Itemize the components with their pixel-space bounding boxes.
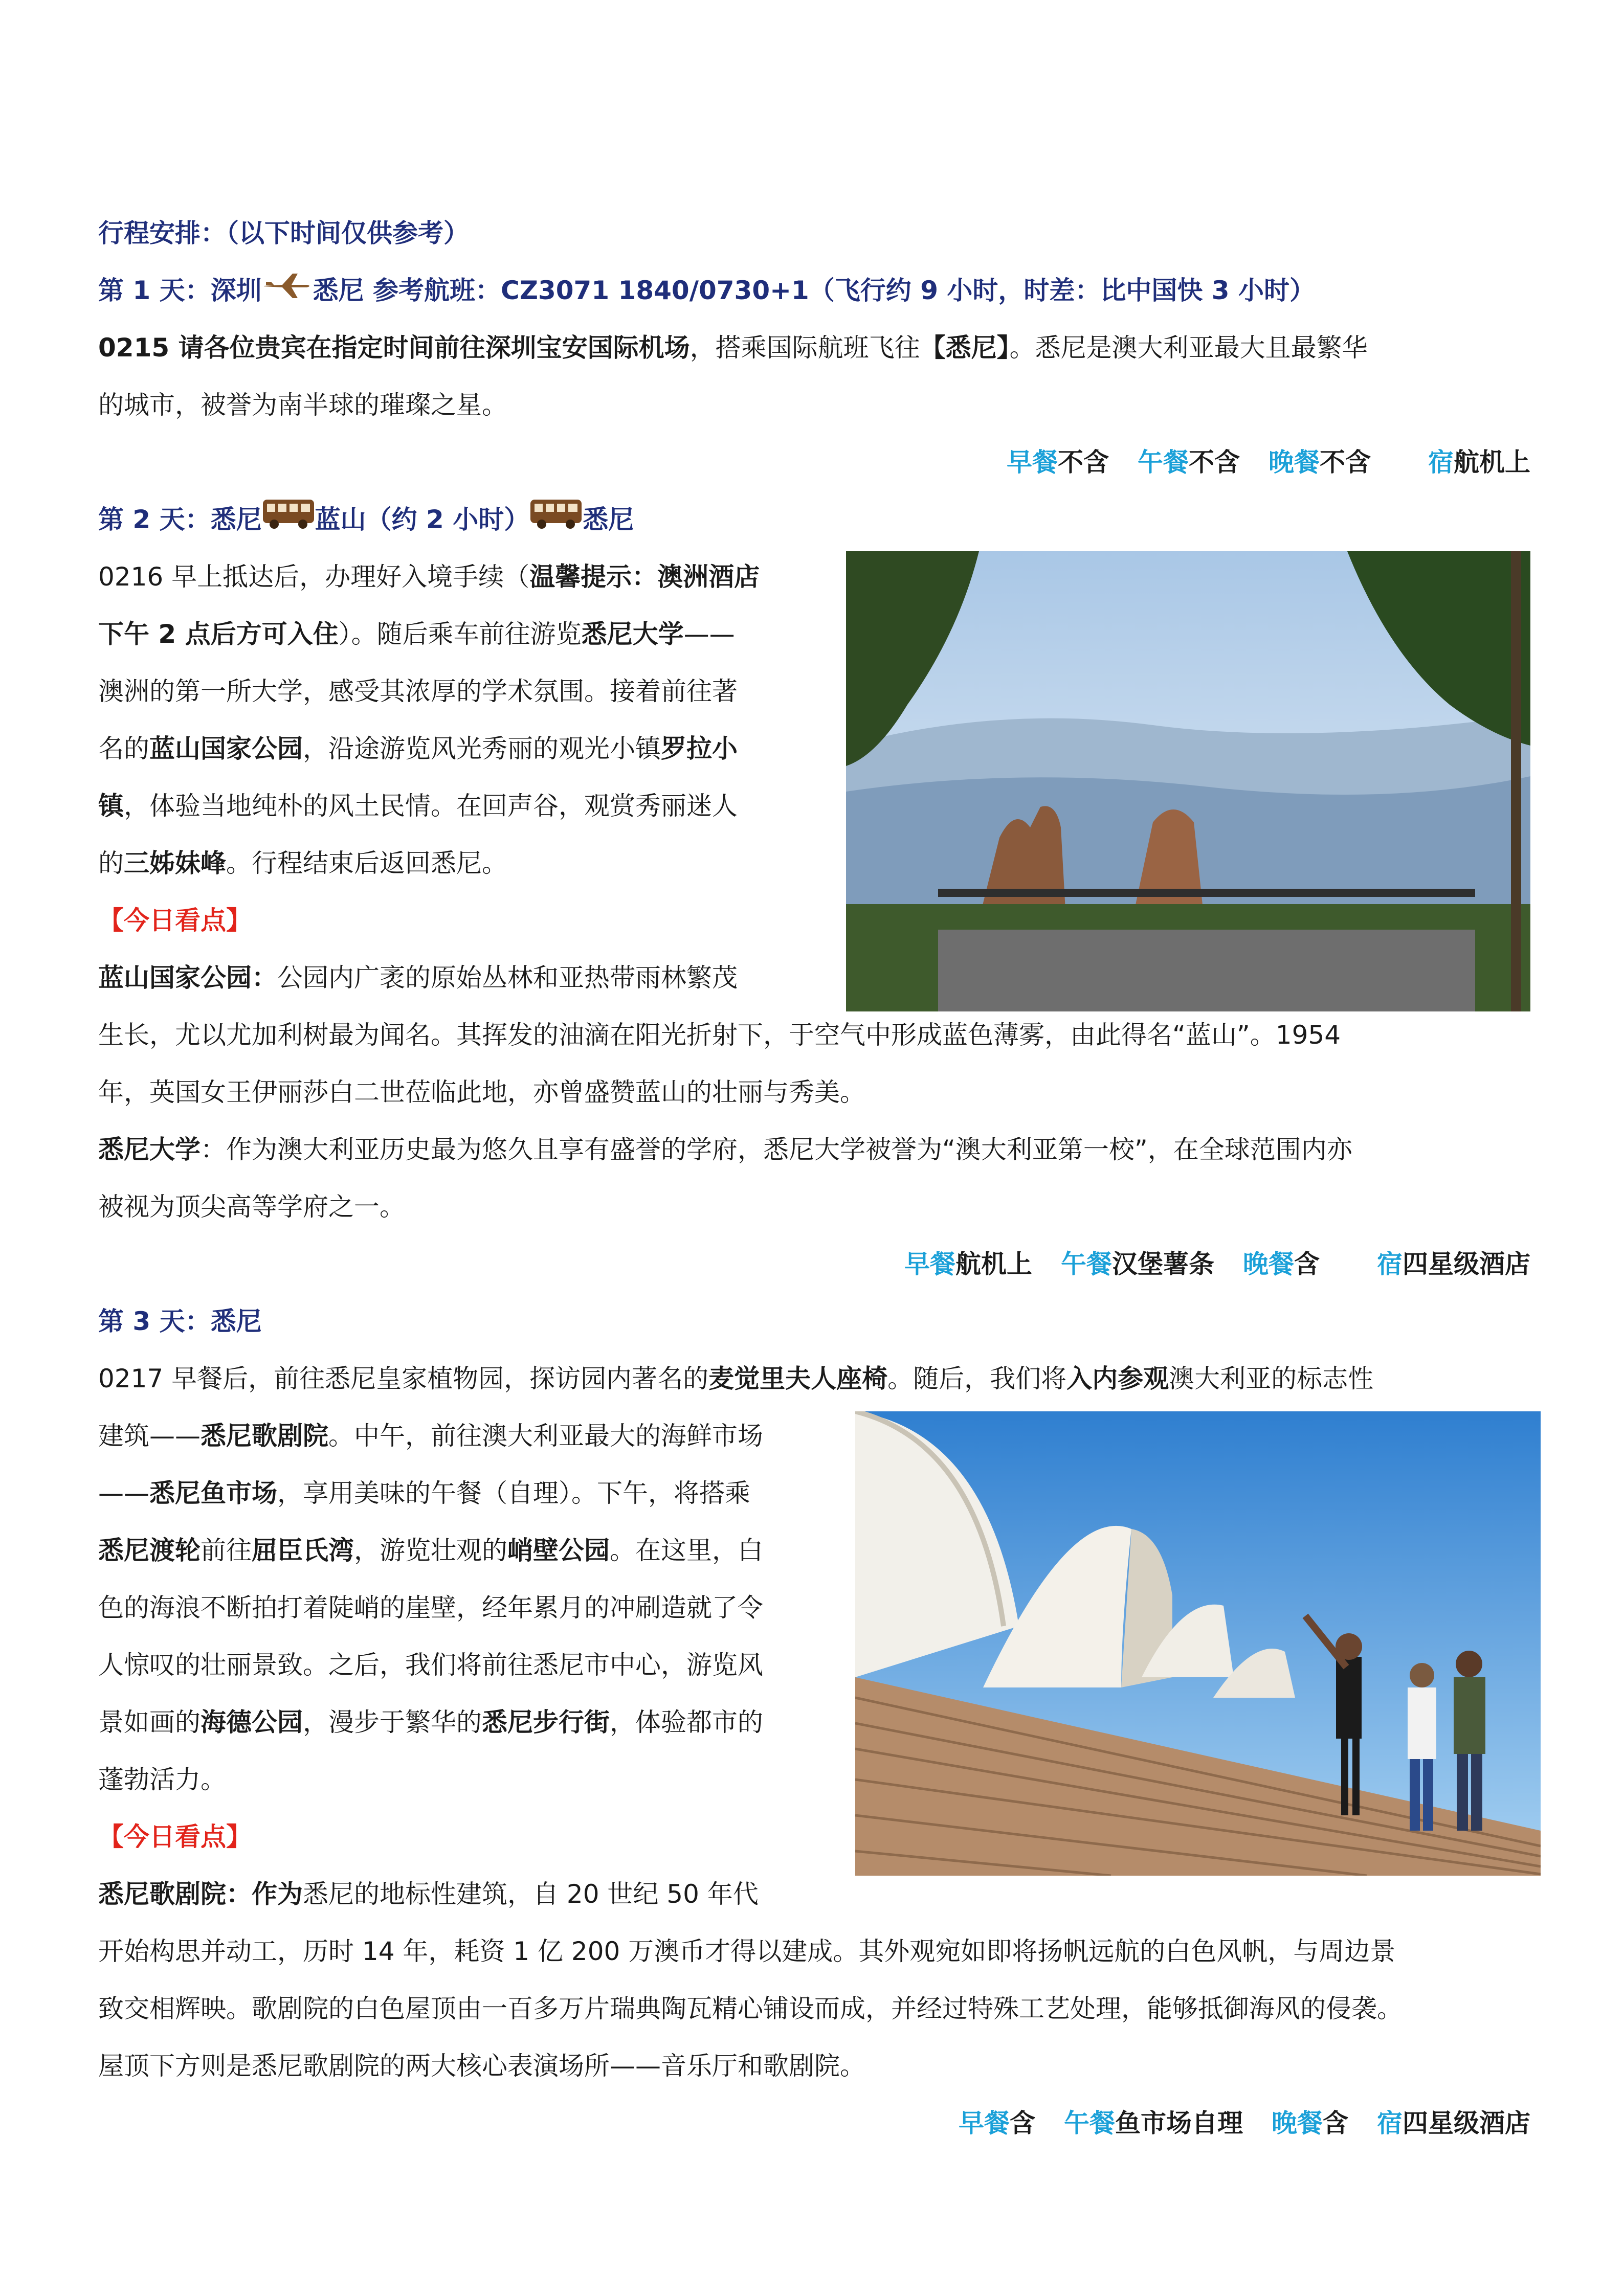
- day3-line6: 人惊叹的壮丽景致。之后，我们将前往悉尼市中心，游览风: [98, 1650, 763, 1680]
- day3-line10: [98, 1865, 830, 1923]
- itinerary-page: [98, 205, 1530, 2152]
- day2-title-c: 悉尼: [583, 505, 634, 534]
- day2-text: 。行程结束后返回悉尼。: [226, 848, 507, 878]
- inside-visit: 入内参观: [1066, 1364, 1169, 1393]
- dash: ——: [98, 1478, 149, 1508]
- sydney-university: 悉尼大学: [581, 619, 684, 649]
- day2-line4: [98, 720, 830, 777]
- day1-text-e: 。悉尼是澳大利亚最大且最繁华: [1009, 333, 1368, 363]
- airplane-icon: [262, 264, 313, 321]
- lunch-label: 午餐: [1061, 1249, 1112, 1279]
- sydney-opera-house: 悉尼歌剧院: [201, 1421, 328, 1451]
- day2-text: 的: [98, 848, 124, 878]
- day3-line5: 色的海浪不断拍打着陡峭的崖壁，经年累月的冲刷造就了令: [98, 1593, 763, 1623]
- day2-text: ，沿途游览风光秀丽的观光小镇: [303, 734, 661, 763]
- day3-text: 。中午，前往澳大利亚最大的海鲜市场: [328, 1421, 763, 1451]
- dinner-label: 晚餐: [1272, 2108, 1323, 2138]
- day3-line13: 屋顶下方则是悉尼歌剧院的两大核心表演场所——音乐厅和歌剧院。: [98, 2051, 865, 2081]
- day3-meals: [98, 2095, 1530, 2152]
- day2-title-a: 第 2 天：悉尼: [98, 505, 262, 534]
- day3-line2: [98, 1407, 830, 1465]
- day3-line3: [98, 1465, 830, 1522]
- day1-meals: [98, 434, 1530, 491]
- pitt-street-mall: 悉尼步行街: [482, 1707, 610, 1737]
- day3-text: ，漫步于繁华的: [303, 1707, 482, 1737]
- day3-text: ，体验都市的: [610, 1707, 763, 1737]
- day3-title: 第 3 天：悉尼: [98, 1307, 262, 1336]
- day2-highlight-label: 【今日看点】: [98, 906, 252, 935]
- watsons-bay: 屈臣氏湾: [252, 1536, 354, 1565]
- day3-line4: [98, 1522, 830, 1579]
- day2-line9: 生长，尤以尤加利树最为闻名。其挥发的油滴在阳光折射下，于空气中形成蓝色薄雾，由此得名“蓝山”。1954: [98, 1020, 1341, 1050]
- leura-town: 罗拉小: [661, 734, 738, 763]
- dinner-value: 含: [1323, 2108, 1348, 2138]
- day3-line8: 蓬勃活力。: [98, 1765, 226, 1794]
- stay-label: 宿: [1377, 2108, 1403, 2138]
- sydney-bracket: 【悉尼】: [920, 333, 1010, 363]
- lunch-value: 汉堡薯条: [1112, 1249, 1214, 1279]
- day2-line1: [98, 548, 830, 605]
- dinner-value: 含: [1294, 1249, 1320, 1279]
- mrs-macquaries-chair: 麦觉里夫人座椅: [708, 1364, 888, 1393]
- opera-house-photo: [855, 1411, 1541, 1876]
- day1-para-line1: [98, 319, 1530, 376]
- day3-highlight-label: 【今日看点】: [98, 1822, 252, 1852]
- breakfast-label: 早餐: [904, 1249, 955, 1279]
- day3-text: 澳大利亚的标志性: [1169, 1364, 1374, 1393]
- day2-line8: [98, 949, 830, 1006]
- lunch-label: 午餐: [1138, 447, 1189, 477]
- day3-line7: [98, 1694, 830, 1751]
- day1-title: [98, 262, 1530, 319]
- day2-text: 0216 早上抵达后，办理好入境手续（: [98, 562, 530, 592]
- day3-text: 。随后，我们将: [887, 1364, 1067, 1393]
- intro-heading: 行程安排：（以下时间仅供参考）: [98, 218, 469, 248]
- checkin-tip: 下午 2 点后方可入住: [98, 619, 339, 649]
- day3-text: 建筑——: [98, 1421, 201, 1451]
- breakfast-label: 早餐: [1007, 447, 1058, 477]
- day1-title-b: 悉尼 参考航班：CZ3071 1840/0730+1（飞行约 9 小时，时差：比中国快 3 小时）: [313, 276, 1316, 305]
- breakfast-value: 不含: [1058, 447, 1109, 477]
- day3-text: 前往: [201, 1536, 252, 1565]
- day3-text: 景如画的: [98, 1707, 201, 1737]
- day2-line5: [98, 777, 830, 835]
- airport-name: 深圳宝安国际机场: [485, 333, 690, 363]
- breakfast-value: 航机上: [955, 1249, 1032, 1279]
- lunch-label: 午餐: [1064, 2108, 1115, 2138]
- day3-line1: [98, 1350, 1530, 1407]
- day1-title-a: 第 1 天：深圳: [98, 276, 262, 305]
- day3-text: 0217 早餐后，前往悉尼皇家植物园，探访园内著名的: [98, 1364, 709, 1393]
- bus-icon: [529, 493, 583, 550]
- stay-label: 宿: [1428, 447, 1454, 477]
- day3-text: 。在这里，白: [610, 1536, 763, 1565]
- leura-town-end: 镇: [98, 791, 124, 821]
- day2-text: 名的: [98, 734, 149, 763]
- day2-line6: [98, 835, 830, 892]
- day2-text: 公园内广袤的原始丛林和亚热带雨林繁茂: [277, 963, 738, 993]
- day2-text: ，体验当地纯朴的风土民情。在回声谷，观赏秀丽迷人: [124, 791, 738, 821]
- day2-text: ）。随后乘车前往游览: [338, 619, 582, 649]
- gap-park: 峭壁公园: [507, 1536, 610, 1565]
- day3-text: ，游览壮观的: [354, 1536, 507, 1565]
- day2-line11: [98, 1121, 1530, 1178]
- blue-mountains: 蓝山国家公园: [149, 734, 303, 763]
- lunch-value: 不含: [1189, 447, 1240, 477]
- day2-line12: 被视为顶尖高等学府之一。: [98, 1192, 405, 1222]
- opera-house-label: 悉尼歌剧院：作为: [98, 1879, 303, 1909]
- day2-title-b: 蓝山（约 2 小时）: [315, 505, 530, 534]
- three-sisters: 三姊妹峰: [124, 848, 226, 878]
- sydney-ferry: 悉尼渡轮: [98, 1536, 201, 1565]
- blue-mountains-photo: [846, 551, 1530, 1011]
- day2-line2: [98, 605, 830, 663]
- tip-label: 温馨提示：澳洲酒店: [529, 562, 760, 592]
- dinner-value: 不含: [1320, 447, 1371, 477]
- day3-text: ，享用美味的午餐（自理）。下午，将搭乘: [277, 1478, 750, 1508]
- sydney-university-label: 悉尼大学: [98, 1135, 201, 1164]
- breakfast-label: 早餐: [959, 2108, 1010, 2138]
- day2-meals: [98, 1235, 1530, 1293]
- day2-line3: 澳洲的第一所大学，感受其浓厚的学术氛围。接着前往著: [98, 677, 738, 706]
- stay-label: 宿: [1377, 1249, 1403, 1279]
- day1-time: 0215 请各位贵宾在指定时间前往: [98, 333, 485, 363]
- blue-mountains-label: 蓝山国家公园：: [98, 963, 277, 993]
- sydney-fish-market: 悉尼鱼市场: [149, 1478, 277, 1508]
- day3-line12: 致交相辉映。歌剧院的白色屋顶由一百多万片瑞典陶瓦精心铺设而成，并经过特殊工艺处理，能够抵御海风的侵袭。: [98, 1994, 1403, 2023]
- bus-icon: [262, 493, 315, 550]
- breakfast-value: 含: [1010, 2108, 1035, 2138]
- dinner-label: 晚餐: [1269, 447, 1320, 477]
- stay-value: 四星级酒店: [1403, 1249, 1530, 1279]
- day1-text-c: ，搭乘国际航班飞往: [689, 333, 920, 363]
- hyde-park: 海德公园: [201, 1707, 303, 1737]
- stay-value: 四星级酒店: [1403, 2108, 1530, 2138]
- day2-text: ：作为澳大利亚历史最为悠久且享有盛誉的学府，悉尼大学被誉为“澳大利亚第一校”，在全球范围内亦: [201, 1135, 1352, 1164]
- lunch-value: 鱼市场自理: [1115, 2108, 1243, 2138]
- day2-line10: 年，英国女王伊丽莎白二世莅临此地，亦曾盛赞蓝山的壮丽与秀美。: [98, 1077, 865, 1107]
- day2-title: [98, 491, 830, 548]
- dash: ——: [683, 619, 735, 649]
- day3-line11: 开始构思并动工，历时 14 年，耗资 1 亿 200 万澳币才得以建成。其外观宛如即将扬帆远航的白色风帆，与周边景: [98, 1937, 1396, 1966]
- day3-text: 悉尼的地标性建筑，自 20 世纪 50 年代: [303, 1879, 759, 1909]
- stay-value: 航机上: [1454, 447, 1530, 477]
- day1-para-line2: 的城市，被誉为南半球的璀璨之星。: [98, 390, 507, 420]
- dinner-label: 晚餐: [1243, 1249, 1294, 1279]
